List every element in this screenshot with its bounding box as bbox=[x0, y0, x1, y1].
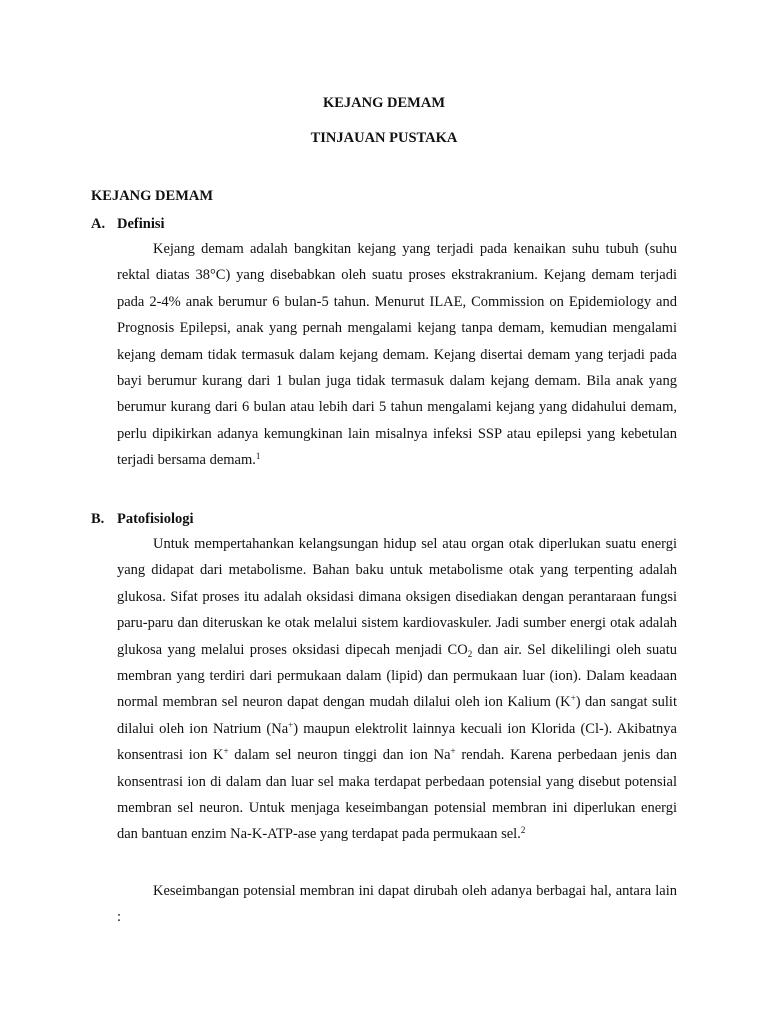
reference-superscript: 2 bbox=[520, 825, 526, 836]
subsection-heading-patofisiologi bbox=[91, 509, 194, 529]
paragraph-text: rendah. Karena perbedaan jenis dan konsentrasi ion di dalam dan luar sel maka terdapat perbedaan potensial yang disebut potensial membran sel neuron. Untuk menjaga keseimbangan potensial membran ini diperlukan energi dan bantuan enzim Na-K-ATP-ase yang terdapat pada permukaan sel. bbox=[117, 747, 677, 843]
superscript: + bbox=[570, 693, 576, 704]
subsection-heading-definisi bbox=[91, 214, 165, 234]
superscript: + bbox=[223, 746, 229, 757]
paragraph-definisi bbox=[117, 236, 677, 474]
superscript: + bbox=[450, 746, 456, 757]
paragraph-text: Untuk mempertahankan kelangsungan hidup sel atau organ otak diperlukan suatu energi yang didapat dari metabolisme. Bahan baku untuk metabolisme otak yang terpenting adalah glukosa. Sifat proses itu adalah oksidasi dimana oksigen disediakan dengan perantaraan fungsi paru-paru dan diteruskan ke otak melalui sistem kardiovaskuler. Jadi sumber energi otak adalah glukosa yang melalui proses oksidasi dipecah menjadi CO bbox=[117, 536, 677, 658]
reference-superscript: 1 bbox=[255, 451, 261, 462]
paragraph-keseimbangan: Keseimbangan potensial membran ini dapat dirubah oleh adanya berbagai hal, antara lain : bbox=[117, 883, 677, 926]
paragraph-patofisiologi bbox=[117, 531, 677, 848]
document-subtitle: TINJAUAN PUSTAKA bbox=[310, 130, 458, 146]
paragraph-text: ) maupun elektrolit lainnya kecuali ion Klorida (Cl-). Akibatnya konsentrasi ion K bbox=[117, 720, 677, 764]
subsection-title: Definisi bbox=[117, 216, 165, 232]
paragraph-text: dalam sel neuron tinggi dan ion Na bbox=[228, 747, 451, 764]
subsection-letter: A. bbox=[91, 216, 106, 232]
paragraph-text: Kejang demam adalah bangkitan kejang yang terjadi pada kenaikan suhu tubuh (suhu rektal diatas 38°C) yang disebabkan oleh suatu proses ekstrakranium. Kejang demam terjadi pada 2-4% anak berumur 6 bulan-5 tahun. Menurut ILAE, Commission on Epidemiology and Prognosis Epilepsi, anak yang pernah mengalami kejang tanpa demam, kemudian mengalami kejang demam tidak termasuk dalam kejang demam. Kejang disertai demam yang terjadi pada bayi berumur kurang dari 1 bulan juga tidak termasuk dalam kejang demam. Bila anak yang berumur kurang dari 6 bulan atau lebih dari 5 tahun mengalami kejang yang didahului demam, perlu dipikirkan adanya kemungkinan lain misalnya infeksi SSP atau epilepsi yang kebetulan terjadi bersama demam. bbox=[117, 241, 677, 469]
subscript: 2 bbox=[467, 648, 473, 659]
subsection-letter: B. bbox=[91, 511, 105, 527]
paragraph-text: ) dan sangat sulit dilalui oleh ion Natrium (Na bbox=[117, 694, 677, 737]
document-title: KEJANG DEMAM bbox=[322, 95, 446, 111]
superscript: + bbox=[288, 719, 294, 730]
section-heading: KEJANG DEMAM bbox=[91, 188, 214, 204]
subsection-title: Patofisiologi bbox=[117, 511, 194, 527]
paragraph-text: dan air. Sel dikelilingi oleh suatu membran yang terdiri dari permukaan dalam (lipid) dan permukaan luar (ion). Dalam keadaan normal membran sel neuron dapat dengan mudah dilalui oleh ion Kalium (K bbox=[117, 641, 677, 711]
